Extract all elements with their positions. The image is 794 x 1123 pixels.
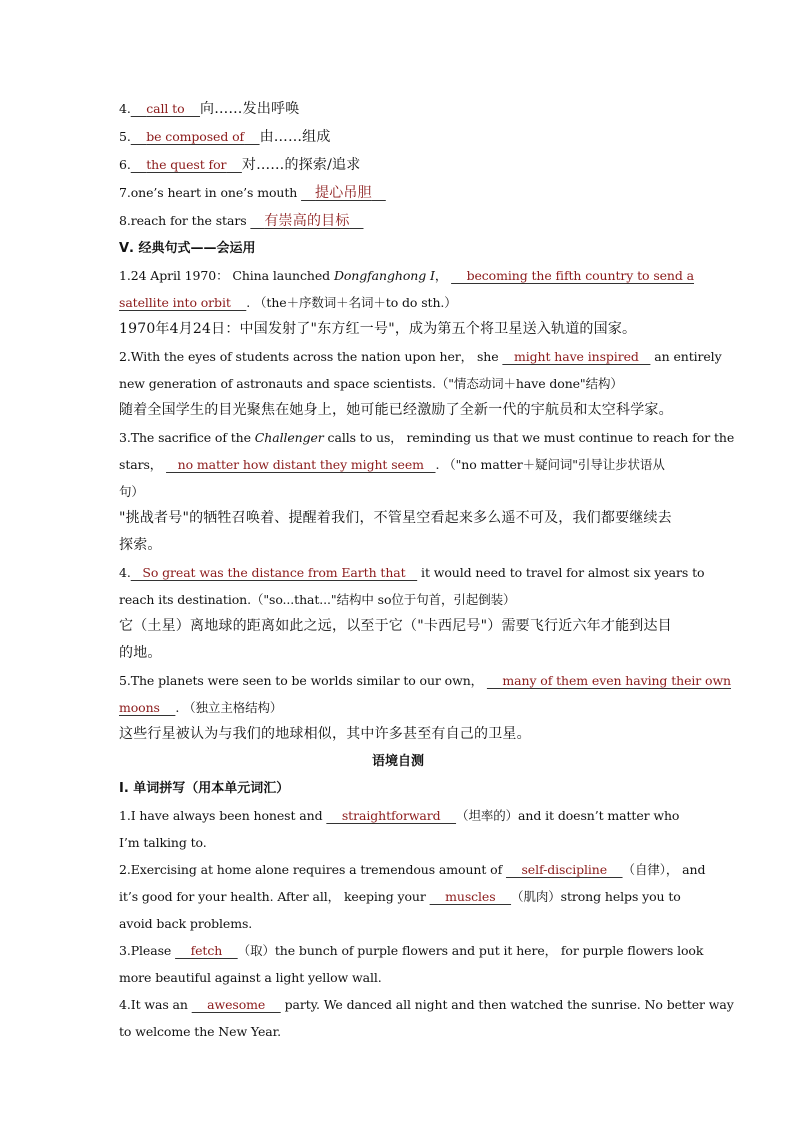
answer-blank: 有崇高的目标 — [264, 213, 350, 229]
worksheet-page — [119, 95, 735, 1045]
spacecraft-name: Dongfanghong Ⅰ — [333, 268, 435, 283]
answer-blank: satellite into orbit — [119, 295, 247, 310]
answer-blank: muscles — [429, 889, 512, 904]
sentence-2: 2.With the eyes of students across the nation upon her， she might have inspired an entirely new generation of astronauts and space scientists.（"情态动词＋have done"结构） 随着全国学生的目光聚焦在她身上，她可能已经激励了全新一代的宇航员和太空科学家。 — [119, 343, 677, 424]
translation: "挑战者号"的牺牲召唤着、提醒着我们，不管星空看起来多么遥不可及，我们都要继续去探索。 — [119, 510, 672, 553]
spacecraft-name: Challenger — [254, 430, 324, 445]
item-number: 6. — [119, 157, 131, 172]
exercise-3: 3.Please fetch （取）the bunch of purple flowers and put it here， for purple flowers look more beautiful against a light yellow wall. — [119, 943, 704, 985]
phrase-item-7 — [119, 179, 677, 207]
phrase-item-4 — [119, 95, 677, 123]
phrase-item-5 — [119, 123, 677, 151]
sentence-4: 4. So great was the distance from Earth that it would need to travel for almost six years to reach its destination.（"so...that..."结构中 so位于句首，引起倒装） 它（土星）离地球的距离如此之远，以至于它（"卡西尼号"）需要飞行近六年才能到达目的地。 — [119, 559, 677, 667]
phrase-text: reach for the stars — [130, 213, 251, 228]
exercise-1: 1.I have always been honest and straightforward （坦率的）and it doesn’t matter who I’m talking to. — [119, 808, 680, 850]
phrase-meaning: 由……组成 — [259, 129, 331, 145]
exercise-2: 2.Exercising at home alone requires a tremendous amount of self-discipline （自律）， and it’s good for your health. After all， keeping your muscles （肌肉）strong helps you to avoid back problems. — [119, 862, 706, 931]
answer-blank: call to — [146, 101, 185, 116]
answer-blank: many of them even having their own — [486, 673, 731, 688]
sentence-5: 5.The planets were seen to be worlds similar to our own， many of them even having their own moons . （独立主格结构） 这些行星被认为与我们的地球相似，其中许多甚至有自己的卫星。 — [119, 667, 677, 748]
sentence-3: 3.The sacrifice of the Challenger calls to us， reminding us that we must continue to reach for the stars， no matter how distant they might seem . （"no matter＋疑问词"引导让步状语从 句） "挑战者号"的牺牲召唤着、提醒着我们，不管星空看起来多么遥不可及，我们都要继续去探索。 — [119, 424, 677, 559]
answer-blank: no matter how distant they might seem — [166, 457, 436, 472]
answer-blank: 提心吊胆 — [315, 185, 372, 201]
translation: 随着全国学生的目光聚焦在她身上，她可能已经激励了全新一代的宇航员和太空科学家。 — [119, 402, 673, 418]
phrase-meaning: 对……的探索/追求 — [241, 157, 361, 173]
item-number: 8. — [119, 213, 131, 228]
item-number: 7. — [119, 185, 131, 200]
answer-blank: might have inspired — [502, 349, 651, 364]
phrase-item-8 — [119, 207, 677, 235]
translation: 1970年4月24日：中国发射了"东方红一号"，成为第五个将卫星送入轨道的国家。 — [119, 321, 637, 337]
answer-blank: the quest for — [146, 157, 227, 172]
item-number: 4. — [119, 101, 131, 116]
answer-blank: moons — [119, 700, 176, 715]
phrase-text: one’s heart in one’s mouth — [130, 185, 302, 200]
answer-blank: self-discipline — [505, 862, 623, 877]
exercise-4: 4.It was an awesome party. We danced all night and then watched the sunrise. No better way to welcome the New Year. — [119, 997, 734, 1039]
phrase-item-6 — [119, 151, 677, 179]
sentence-1: 1.24 April 1970： China launched Dongfanghong Ⅰ， becoming the fifth country to send a satellite into orbit . （the＋序数词＋名词＋to do sth.） 1970年4月24日：中国发射了"东方红一号"，成为第五个将卫星送入轨道的国家。 — [119, 262, 677, 343]
section-heading: Ⅰ. 单词拼写（用本单元词汇） — [119, 781, 290, 796]
translation: 它（土星）离地球的距离如此之远，以至于它（"卡西尼号"）需要飞行近六年才能到达目的地。 — [119, 618, 672, 661]
answer-blank: So great was the distance from Earth that — [130, 565, 418, 580]
translation: 这些行星被认为与我们的地球相似，其中许多甚至有自己的卫星。 — [119, 726, 531, 742]
answer-blank: becoming the fifth country to send a — [451, 268, 695, 283]
answer-blank: fetch — [175, 943, 238, 958]
context-test-title: 语境自测 — [371, 754, 424, 769]
answer-blank: awesome — [191, 997, 281, 1012]
answer-blank: be composed of — [146, 129, 245, 144]
answer-blank: straightforward — [326, 808, 457, 823]
item-number: 5. — [119, 129, 131, 144]
phrase-meaning: 向……发出呼唤 — [200, 101, 300, 117]
section-heading: Ⅴ. 经典句式——会运用 — [119, 241, 256, 256]
